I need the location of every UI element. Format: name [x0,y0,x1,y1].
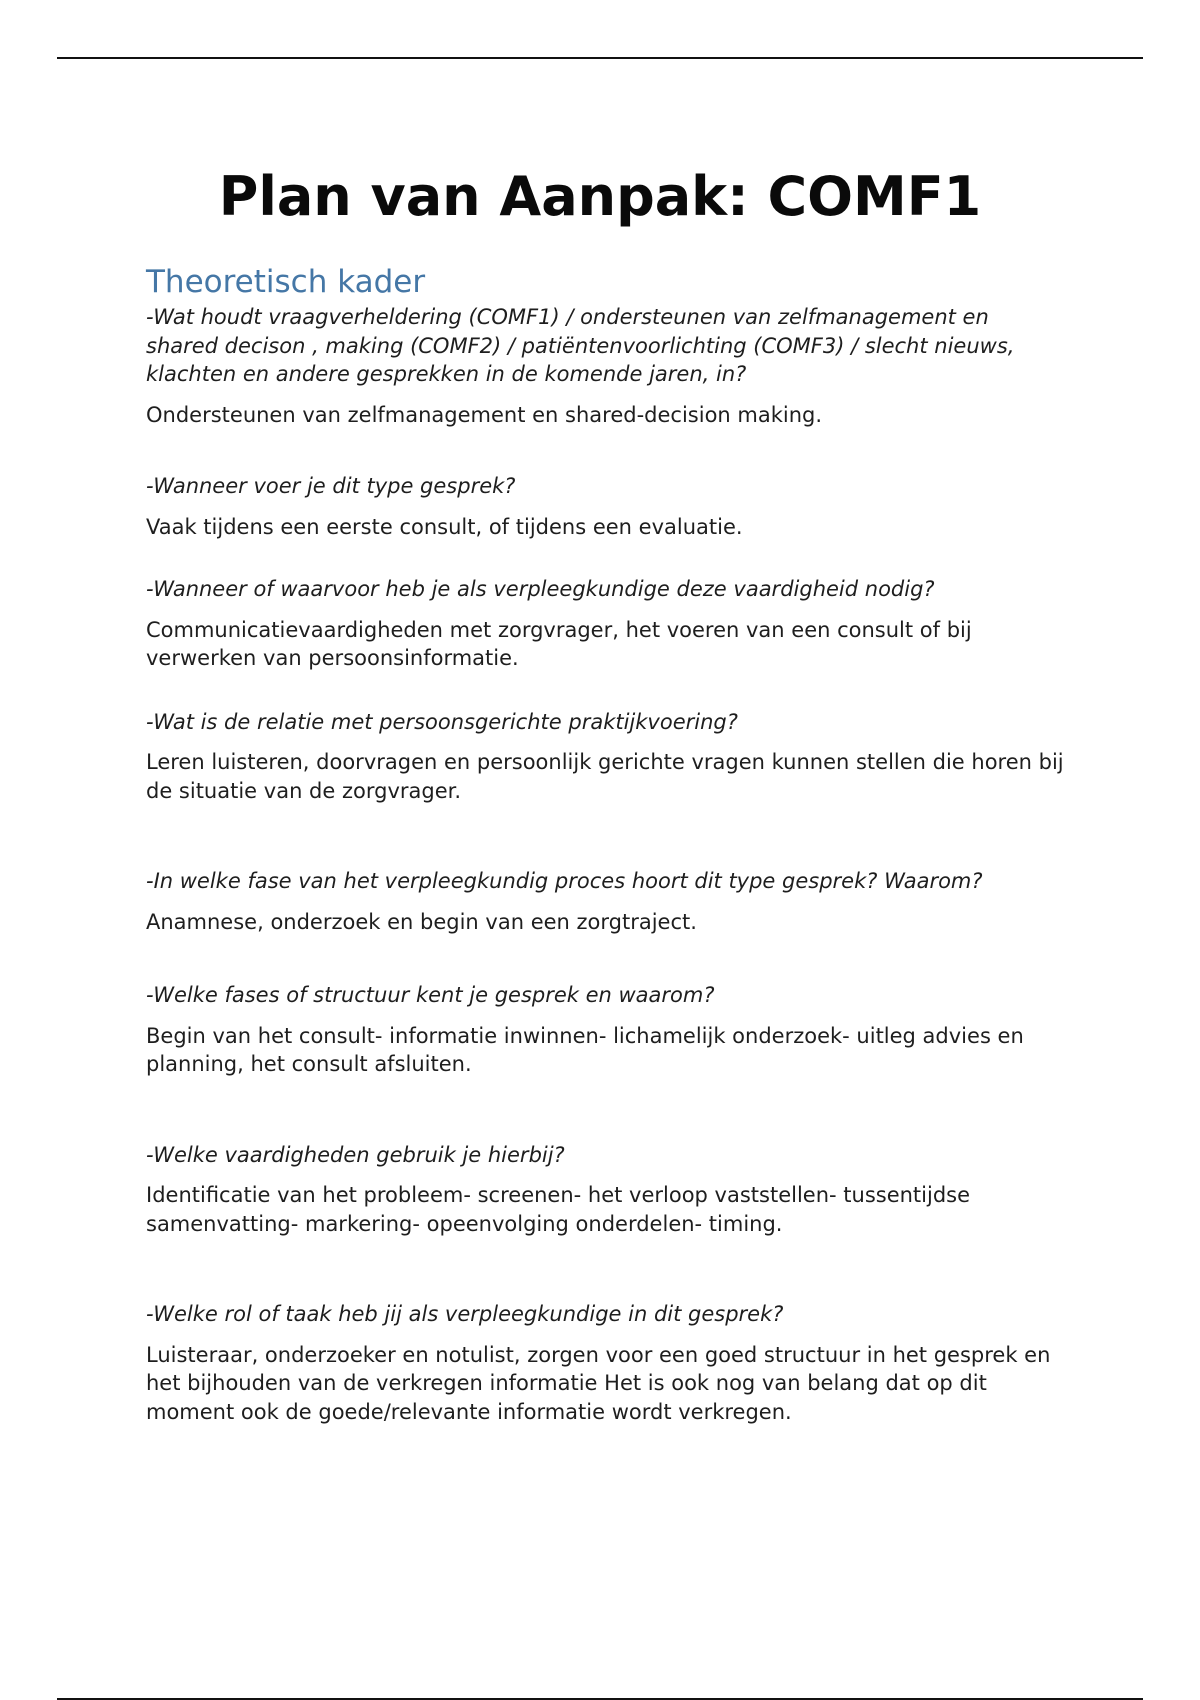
question-text: -Welke rol of taak heb jij als verpleegkundige in dit gesprek? [146,1302,784,1327]
answer-text: Ondersteunen van zelfmanagement en shared-decision making. [146,402,823,427]
answer-text: Begin van het consult- informatie inwinnen- lichamelijk onderzoek- uitleg advies en planning, het consult afsluiten. [146,1023,1024,1077]
answer-text: Anamnese, onderzoek en begin van een zorgtraject. [146,909,697,934]
answer-text: Identificatie van het probleem- screenen- het verloop vaststellen- tussentijdse samenvatting- markering- opeenvolging onderdelen- timing. [146,1183,971,1236]
answer-text: Vaak tijdens een eerste consult, of tijdens een evaluatie. [146,514,743,539]
document-body [146,264,1066,1426]
qa-item-4 [146,708,1066,806]
question-text: -Wat houdt vraagverheldering (COMF1) / ondersteunen van zelfmanagement en shared decison , making (COMF2) / patiëntenvoorlichting (COMF3) / slecht nieuws, klachten en andere gesprekken in de komende jaren, in? [146,305,1015,387]
qa-item-5 [146,867,1066,936]
question-text: -Welke vaardigheden gebruik je hierbij? [146,1142,565,1167]
qa-item-3 [146,575,1066,673]
section-heading: Theoretisch kader [146,264,426,300]
question-text: -Wanneer of waarvoor heb je als verpleegkundige deze vaardigheid nodig? [146,577,935,602]
answer-text: Leren luisteren, doorvragen en persoonlijk gerichte vragen kunnen stellen die horen bij de situatie van de zorgvrager. [146,750,1064,803]
qa-item-1 [146,303,1066,429]
question-text: -Wat is de relatie met persoonsgerichte praktijkvoering? [146,709,738,734]
qa-item-8 [146,1300,1066,1426]
answer-text: Luisteraar, onderzoeker en notulist, zorgen voor een goed structuur in het gesprek en het bijhouden van de verkregen informatie Het is ook nog van belang dat op dit moment ook de goede/relevante informatie wordt verkregen. [146,1342,1051,1424]
question-text: -In welke fase van het verpleegkundig proces hoort dit type gesprek? Waarom? [146,869,983,894]
qa-item-7 [146,1141,1066,1239]
document-title: Plan van Aanpak: COMF1 [218,165,982,228]
question-text: -Welke fases of structuur kent je gesprek en waarom? [146,983,715,1008]
question-text: -Wanneer voer je dit type gesprek? [146,474,516,499]
qa-item-2 [146,472,1066,541]
top-horizontal-rule [57,57,1143,59]
qa-item-6 [146,981,1066,1079]
answer-text: Communicatievaardigheden met zorgvrager, het voeren van een consult of bij verwerken van persoonsinformatie. [146,617,972,671]
